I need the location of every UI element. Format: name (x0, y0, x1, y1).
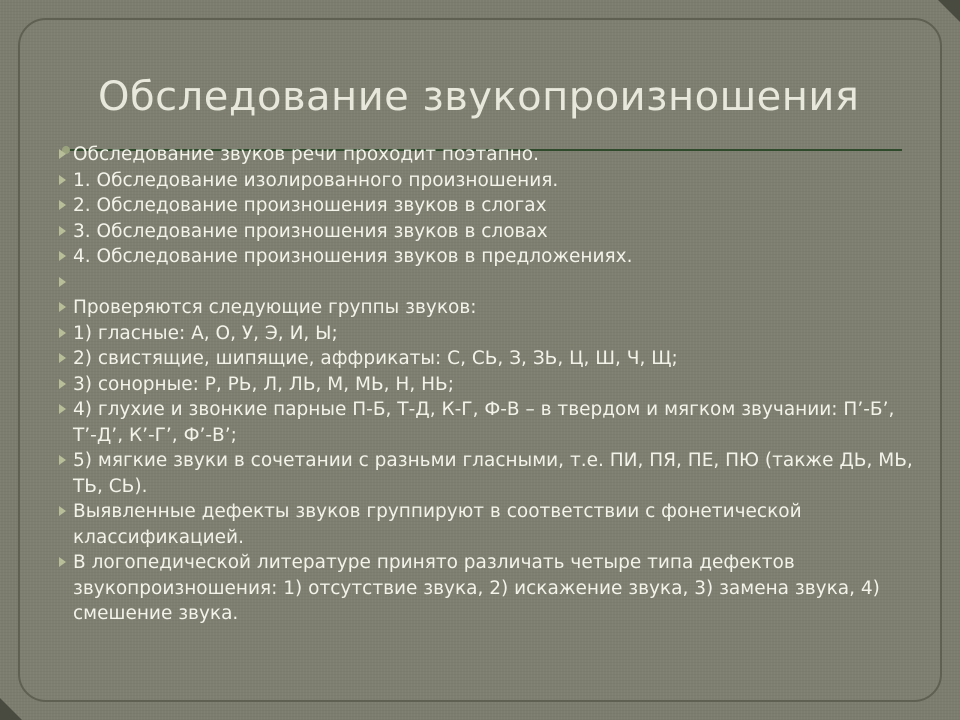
list-item-text: 5) мягкие звуки в сочетании с разньми гласными, т.е. ПИ, ПЯ, ПЕ, ПЮ (также ДЬ, МЬ, ТЬ, СЬ). (73, 450, 913, 497)
bullet-icon (59, 506, 66, 516)
bullet-icon (59, 175, 66, 185)
bullet-icon (59, 200, 66, 210)
slide-title: Обследование звукопроизношения (98, 74, 860, 120)
list-item-text: В логопедической литературе принято различать четыре типа дефектов звукопроизношения: 1) отсутствие звука, 2) искажение звука, 3) замена звука, 4) смешение звука. (73, 552, 880, 624)
list-item (58, 397, 918, 448)
corner-decoration-top-right (938, 0, 960, 22)
bullet-icon (59, 404, 66, 414)
list-item (58, 448, 918, 499)
list-item (58, 295, 918, 321)
list-item-text: 2. Обследование произношения звуков в слогах (73, 195, 547, 216)
list-item (58, 219, 918, 245)
bullet-icon (59, 379, 66, 389)
list-item-empty (58, 270, 918, 296)
bullet-icon (59, 251, 66, 261)
list-item-text: Выявленные дефекты звуков группируют в соответствии с фонетической классификацией. (73, 501, 802, 548)
bullet-icon (59, 328, 66, 338)
bullet-icon (59, 455, 66, 465)
list-item-text: 1) гласные: А, О, У, Э, И, Ы; (73, 322, 338, 344)
bullet-icon (59, 557, 66, 567)
bullet-icon (59, 277, 66, 287)
bullet-icon (59, 226, 66, 236)
bullet-list (58, 142, 918, 627)
list-item-text: 2) свистящие, шипящие, аффрикаты: С, СЬ, З, ЗЬ, Ц, Ш, Ч, Щ; (73, 348, 678, 369)
list-item-text: Проверяются следующие группы звуков: (73, 297, 477, 318)
list-item (58, 193, 918, 219)
list-item (58, 499, 918, 550)
list-item-text: 3) сонорные: Р, РЬ, Л, ЛЬ, М, МЬ, Н, НЬ; (73, 373, 454, 395)
list-item (58, 372, 918, 398)
corner-decoration-bottom-left (0, 698, 22, 720)
list-item (58, 142, 918, 168)
list-item (58, 321, 918, 347)
list-item-text: Обследование звуков речи проходит поэтапно. (73, 144, 539, 165)
list-item-text: 3. Обследование произношения звуков в словах (73, 220, 548, 242)
bullet-icon (59, 353, 66, 363)
list-item-text: 4. Обследование произношения звуков в предложениях. (73, 246, 633, 267)
list-item (58, 244, 918, 270)
bullet-icon (59, 149, 66, 159)
list-item-text: 1. Обследование изолированного произношения. (73, 169, 559, 191)
list-item-text: 4) глухие и звонкие парные П-Б, Т-Д, К-Г, Ф-В – в твердом и мягком звучании: П’-Б’, Т’-Д’, К’-Г’, Ф’-В’; (73, 399, 895, 446)
list-item (58, 168, 918, 194)
list-item (58, 550, 918, 627)
list-item (58, 346, 918, 372)
bullet-icon (59, 302, 66, 312)
